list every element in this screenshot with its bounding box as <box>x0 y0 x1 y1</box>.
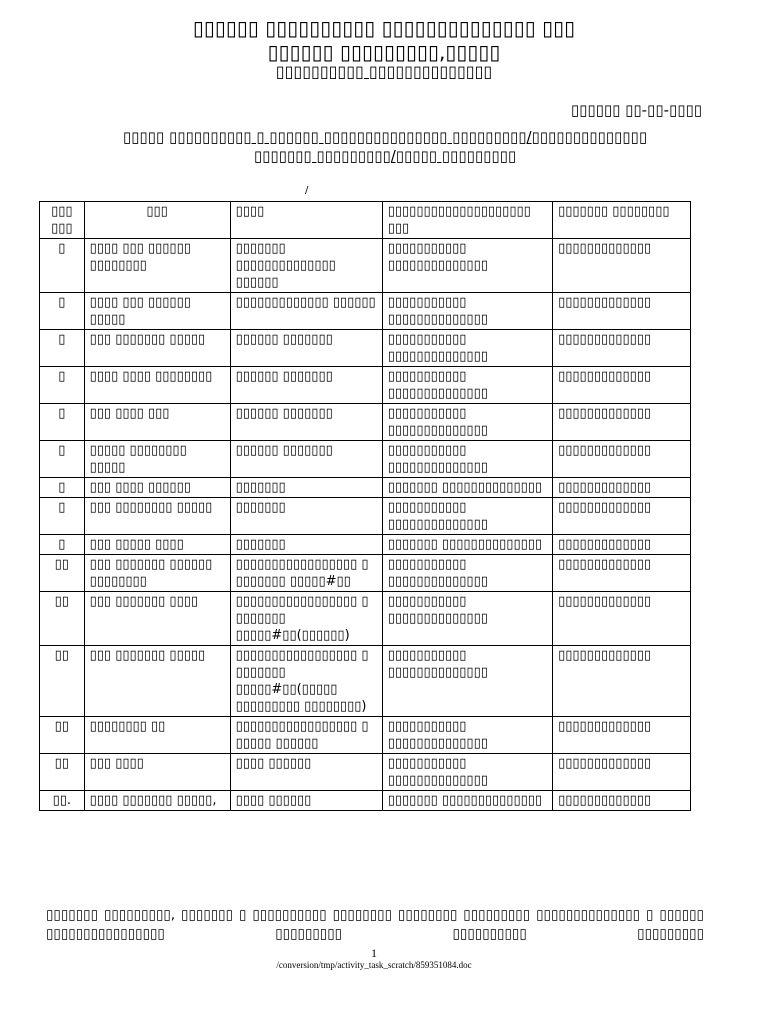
table-row <box>40 754 691 791</box>
table-row <box>40 441 691 478</box>
cell-serial: ▯ <box>40 441 85 478</box>
document-date: ▯▯▯▯▯▯ ▯▯-▯▯-▯▯▯▯ <box>570 101 702 119</box>
subject-line-1: ▯▯▯▯▯▯▯▯▯▯ ▯ ▯▯▯▯▯▯ ▯▯▯▯▯▯▯▯▯▯▯▯▯▯▯ ▯▯▯▯▯▯▯▯▯/▯▯▯▯▯▯▯▯▯▯▯▯▯▯ <box>168 128 648 146</box>
cell-designation: ▯▯▯▯▯▯▯▯▯▯▯▯▯▯▯▯▯ ▯ ▯▯▯▯▯▯▯ ▯▯▯▯▯#▯▯(▯▯▯▯▯ ▯▯▯▯▯▯▯▯▯ ▯▯▯▯▯▯▯▯) <box>230 646 382 717</box>
cell-name: ▯▯▯ ▯▯▯▯▯▯▯ ▯▯▯▯▯ <box>84 646 230 717</box>
cell-result: ▯▯▯▯▯▯▯▯▯▯▯▯▯ <box>553 646 691 717</box>
cell-office: ▯▯▯▯▯▯▯▯▯▯▯ ▯▯▯▯▯▯▯▯▯▯▯▯▯▯ <box>382 555 552 592</box>
cell-serial: ▯ <box>40 293 85 330</box>
table-row <box>40 404 691 441</box>
cell-result: ▯▯▯▯▯▯▯▯▯▯▯▯▯ <box>553 498 691 535</box>
cell-office: ▯▯▯▯▯▯▯▯▯▯▯ ▯▯▯▯▯▯▯▯▯▯▯▯▯▯ <box>382 239 552 293</box>
cell-result: ▯▯▯▯▯▯▯▯▯▯▯▯▯ <box>553 367 691 404</box>
cell-designation: ▯▯▯▯▯▯ ▯▯▯▯▯▯▯ <box>230 404 382 441</box>
cell-office: ▯▯▯▯▯▯▯ ▯▯▯▯▯▯▯▯▯▯▯▯▯▯ <box>382 791 552 811</box>
cell-designation: ▯▯▯▯▯▯▯▯▯▯▯▯▯▯▯▯▯ ▯ ▯▯▯▯▯▯▯ ▯▯▯▯▯#▯▯ <box>230 555 382 592</box>
cell-name: ▯▯▯ ▯▯▯▯▯▯▯ ▯▯▯▯▯ <box>84 330 230 367</box>
cell-designation: ▯▯▯▯ ▯▯▯▯▯▯ <box>230 754 382 791</box>
table-row <box>40 555 691 592</box>
cell-serial: ▯ <box>40 404 85 441</box>
cell-result: ▯▯▯▯▯▯▯▯▯▯▯▯▯ <box>553 239 691 293</box>
cell-office: ▯▯▯▯▯▯▯▯▯▯▯ ▯▯▯▯▯▯▯▯▯▯▯▯▯▯ <box>382 404 552 441</box>
table-row <box>40 330 691 367</box>
document-subtitle: ▯▯▯▯▯▯ ▯▯▯▯▯▯▯▯▯,▯▯▯▯▯ <box>267 40 501 64</box>
table-header-row <box>40 202 691 239</box>
cell-name: ▯▯▯ ▯▯▯▯ ▯▯▯ <box>84 404 230 441</box>
cell-office: ▯▯▯▯▯▯▯▯▯▯▯ ▯▯▯▯▯▯▯▯▯▯▯▯▯▯ <box>382 367 552 404</box>
cell-serial: ▯▯ <box>40 717 85 754</box>
cell-serial: ▯▯ <box>40 592 85 646</box>
cell-designation: ▯▯▯▯▯▯▯ ▯▯▯▯▯▯▯▯▯▯▯▯▯▯ ▯▯▯▯▯▯ <box>230 239 382 293</box>
cell-office: ▯▯▯▯▯▯▯▯▯▯▯ ▯▯▯▯▯▯▯▯▯▯▯▯▯▯ <box>382 293 552 330</box>
table-body <box>40 239 691 811</box>
cell-result: ▯▯▯▯▯▯▯▯▯▯▯▯▯ <box>553 791 691 811</box>
document-title: ▯▯▯▯▯▯ ▯▯▯▯▯▯▯▯▯▯ ▯▯▯▯▯▯▯▯▯▯▯▯▯▯ ▯▯▯ <box>192 16 576 40</box>
cell-result: ▯▯▯▯▯▯▯▯▯▯▯▯▯ <box>553 478 691 498</box>
cell-name: ▯▯▯▯ ▯▯▯ ▯▯▯▯▯▯ ▯▯▯▯▯ <box>84 293 230 330</box>
cell-office: ▯▯▯▯▯▯▯ ▯▯▯▯▯▯▯▯▯▯▯▯▯▯ <box>382 478 552 498</box>
cell-designation: ▯▯▯▯▯▯▯▯▯▯▯▯▯▯▯▯▯ ▯ ▯▯▯▯▯▯▯ ▯▯▯▯▯#▯▯(▯▯▯▯▯▯) <box>230 592 382 646</box>
cell-office: ▯▯▯▯▯▯▯▯▯▯▯ ▯▯▯▯▯▯▯▯▯▯▯▯▯▯ <box>382 646 552 717</box>
cell-result: ▯▯▯▯▯▯▯▯▯▯▯▯▯ <box>553 404 691 441</box>
cell-office: ▯▯▯▯▯▯▯▯▯▯▯ ▯▯▯▯▯▯▯▯▯▯▯▯▯▯ <box>382 754 552 791</box>
cell-office: ▯▯▯▯▯▯▯▯▯▯▯ ▯▯▯▯▯▯▯▯▯▯▯▯▯▯ <box>382 330 552 367</box>
cell-name: ▯▯▯ ▯▯▯▯▯ ▯▯▯▯ <box>84 535 230 555</box>
cell-name: ▯▯▯ ▯▯▯▯▯▯▯▯ ▯▯▯▯▯ <box>84 498 230 535</box>
cell-name: ▯▯▯ ▯▯▯▯ ▯▯▯▯▯▯ <box>84 478 230 498</box>
cell-result: ▯▯▯▯▯▯▯▯▯▯▯▯▯ <box>553 717 691 754</box>
cell-serial: ▯ <box>40 367 85 404</box>
subject-block <box>40 128 730 166</box>
cell-name: ▯▯▯ ▯▯▯▯▯▯▯ ▯▯▯▯▯▯ ▯▯▯▯▯▯▯▯ <box>84 555 230 592</box>
cell-name: ▯▯▯▯ ▯▯▯▯ ▯▯▯▯▯▯▯▯ <box>84 367 230 404</box>
cell-result: ▯▯▯▯▯▯▯▯▯▯▯▯▯ <box>553 441 691 478</box>
cell-designation: ▯▯▯▯▯▯▯ <box>230 498 382 535</box>
file-path: /conversion/tmp/activity_task_scratch/859351084.doc <box>276 960 472 970</box>
cell-designation: ▯▯▯▯▯▯▯▯▯▯▯▯▯ ▯▯▯▯▯▯ <box>230 293 382 330</box>
cell-result: ▯▯▯▯▯▯▯▯▯▯▯▯▯ <box>553 592 691 646</box>
cell-serial: ▯▯ <box>40 646 85 717</box>
stray-slash: / <box>305 185 309 196</box>
table-row <box>40 717 691 754</box>
table-row <box>40 239 691 293</box>
cell-name: ▯▯▯ ▯▯▯▯▯▯▯ ▯▯▯▯ <box>84 592 230 646</box>
cell-name: ▯▯▯▯ ▯▯▯▯▯▯▯ ▯▯▯▯▯, <box>84 791 230 811</box>
table-row <box>40 592 691 646</box>
footer-paragraph: ▯▯▯▯▯▯▯ ▯▯▯▯▯▯▯▯▯, ▯▯▯▯▯▯▯ ▯ ▯▯▯▯▯▯▯▯▯▯ ▯▯▯▯▯▯▯▯ ▯▯▯▯▯▯▯▯ ▯▯▯▯▯▯▯▯▯ ▯▯▯▯▯▯▯▯▯▯▯▯▯▯ ▯ ▯▯▯▯▯▯ ▯▯▯▯▯▯▯▯▯▯▯▯▯▯▯▯ ▯▯▯▯▯▯▯▯▯ ▯▯▯▯▯▯▯▯▯▯ ▯▯▯▯▯▯▯▯▯ <box>46 907 704 942</box>
header-serial: ▯▯▯ ▯▯▯ <box>40 202 85 239</box>
table-row <box>40 478 691 498</box>
cell-result: ▯▯▯▯▯▯▯▯▯▯▯▯▯ <box>553 555 691 592</box>
cell-designation: ▯▯▯▯▯▯▯ <box>230 478 382 498</box>
cell-serial: ▯▯ <box>40 754 85 791</box>
cell-designation: ▯▯▯▯ ▯▯▯▯▯▯ <box>230 791 382 811</box>
cell-designation: ▯▯▯▯▯▯▯ <box>230 535 382 555</box>
cell-name: ▯▯▯▯▯ ▯▯▯▯▯▯▯▯ ▯▯▯▯▯ <box>84 441 230 478</box>
cell-office: ▯▯▯▯▯▯▯▯▯▯▯ ▯▯▯▯▯▯▯▯▯▯▯▯▯▯ <box>382 498 552 535</box>
cell-result: ▯▯▯▯▯▯▯▯▯▯▯▯▯ <box>553 535 691 555</box>
table-row <box>40 646 691 717</box>
cell-name: ▯▯▯▯▯▯▯▯ ▯▯ <box>84 717 230 754</box>
table-row <box>40 498 691 535</box>
cell-designation: ▯▯▯▯▯▯ ▯▯▯▯▯▯▯ <box>230 441 382 478</box>
cell-office: ▯▯▯▯▯▯▯ ▯▯▯▯▯▯▯▯▯▯▯▯▯▯ <box>382 535 552 555</box>
header-office: ▯▯▯▯▯▯▯▯▯▯▯▯▯▯▯▯▯▯▯▯ ▯▯▯ <box>382 202 552 239</box>
table-row <box>40 367 691 404</box>
cell-designation: ▯▯▯▯▯▯ ▯▯▯▯▯▯▯ <box>230 330 382 367</box>
cell-office: ▯▯▯▯▯▯▯▯▯▯▯ ▯▯▯▯▯▯▯▯▯▯▯▯▯▯ <box>382 717 552 754</box>
subject-label: ▯▯▯▯▯ <box>122 128 169 146</box>
cell-serial: ▯ <box>40 330 85 367</box>
officers-table <box>39 201 691 811</box>
cell-result: ▯▯▯▯▯▯▯▯▯▯▯▯▯ <box>553 754 691 791</box>
header-designation: ▯▯▯▯ <box>230 202 382 239</box>
cell-result: ▯▯▯▯▯▯▯▯▯▯▯▯▯ <box>553 330 691 367</box>
cell-name: ▯▯▯ ▯▯▯▯ <box>84 754 230 791</box>
cell-serial: ▯ <box>40 498 85 535</box>
subject-line-2: ▯▯▯▯▯▯▯ ▯▯▯▯▯▯▯▯▯/▯▯▯▯▯ ▯▯▯▯▯▯▯▯▯ <box>253 147 517 165</box>
header-name: ▯▯▯ <box>84 202 230 239</box>
cell-serial: ▯ <box>40 535 85 555</box>
table-row <box>40 535 691 555</box>
document-department: ▯▯▯▯▯▯▯▯▯▯ ▯▯▯▯▯▯▯▯▯▯▯▯▯▯ <box>275 62 493 81</box>
page-number: 1 <box>371 946 377 960</box>
cell-office: ▯▯▯▯▯▯▯▯▯▯▯ ▯▯▯▯▯▯▯▯▯▯▯▯▯▯ <box>382 441 552 478</box>
cell-serial: ▯▯. <box>40 791 85 811</box>
cell-result: ▯▯▯▯▯▯▯▯▯▯▯▯▯ <box>553 293 691 330</box>
cell-serial: ▯ <box>40 478 85 498</box>
table-row <box>40 791 691 811</box>
cell-designation: ▯▯▯▯▯▯▯▯▯▯▯▯▯▯▯▯▯ ▯ ▯▯▯▯▯ ▯▯▯▯▯▯ <box>230 717 382 754</box>
cell-office: ▯▯▯▯▯▯▯▯▯▯▯ ▯▯▯▯▯▯▯▯▯▯▯▯▯▯ <box>382 592 552 646</box>
table-row <box>40 293 691 330</box>
cell-name: ▯▯▯▯ ▯▯▯ ▯▯▯▯▯▯ ▯▯▯▯▯▯▯▯ <box>84 239 230 293</box>
cell-serial: ▯ <box>40 239 85 293</box>
cell-serial: ▯▯ <box>40 555 85 592</box>
cell-designation: ▯▯▯▯▯▯ ▯▯▯▯▯▯▯ <box>230 367 382 404</box>
header-result: ▯▯▯▯▯▯▯ ▯▯▯▯▯▯▯▯ <box>553 202 691 239</box>
